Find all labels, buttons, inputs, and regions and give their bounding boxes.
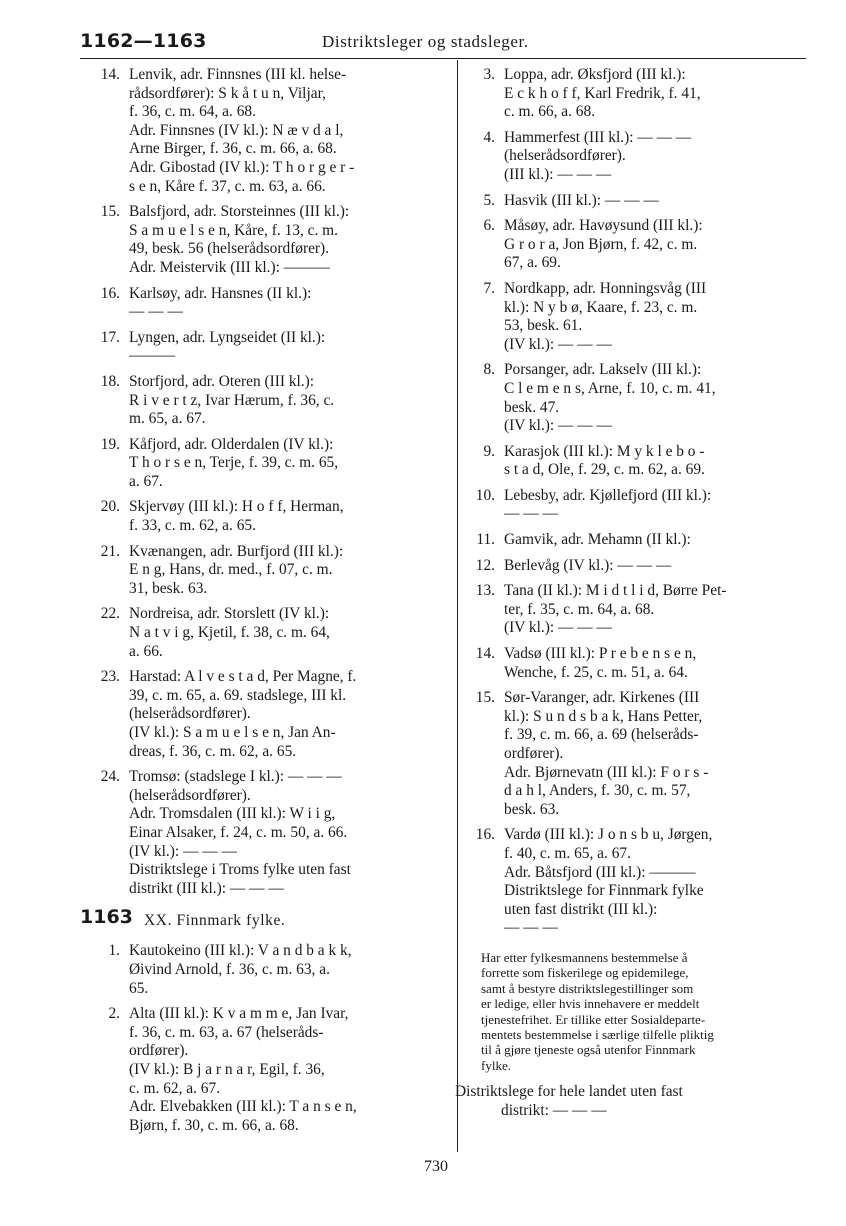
entry-line: Adr. Båtsfjord (III kl.): ——— xyxy=(504,863,696,881)
closing-entry xyxy=(455,1083,807,1120)
entry-line: Kåfjord, adr. Olderdalen (IV kl.): xyxy=(129,435,334,453)
entry-line: c. m. 62, a. 67. xyxy=(129,1079,221,1097)
entry-line: (IV kl.): — — — xyxy=(129,842,237,860)
entry-line: Nordkapp, adr. Honningsvåg (III xyxy=(504,279,707,297)
note-line: forrette som fiskerilege og epidemilege, xyxy=(481,965,689,981)
entry xyxy=(455,531,807,550)
entry-number: 10. xyxy=(475,486,495,504)
entry-line: (IV kl.): — — — xyxy=(504,335,612,353)
entry-number: 24. xyxy=(100,768,120,786)
entry-line: Einar Alsaker, f. 24, c. m. 50, a. 66. xyxy=(129,823,348,841)
entry-line: besk. 47. xyxy=(504,398,560,416)
entry-line: f. 36, c. m. 64, a. 68. xyxy=(129,103,256,121)
entry-line: s e n, Kåre f. 37, c. m. 63, a. 66. xyxy=(129,177,326,195)
entry-line: 53, besk. 61. xyxy=(504,317,583,335)
entry-line: Tromsø: (stadslege I kl.): — — — xyxy=(129,768,342,786)
entry xyxy=(455,192,807,211)
entry-line: 67, a. 69. xyxy=(504,254,561,272)
entry-number: 13. xyxy=(475,582,495,600)
entry-line: Kvænangen, adr. Burfjord (III kl.): xyxy=(129,542,344,560)
entry-line: N a t v i g, Kjetil, f. 38, c. m. 64, xyxy=(129,624,330,642)
entry-line: Adr. Meistervik (III kl.): ——— xyxy=(129,258,330,276)
entry-number: 4. xyxy=(483,128,495,146)
running-title: Distriktsleger og stadsleger. xyxy=(322,32,529,51)
entry-line: 31, besk. 63. xyxy=(129,579,208,597)
page-range-header: 1162—1163 xyxy=(80,30,207,52)
entry-line: Adr. Gibostad (IV kl.): T h o r g e r - xyxy=(129,158,355,176)
entry-line: G r o r a, Jon Bjørn, f. 42, c. m. xyxy=(504,235,698,253)
entry-line: ——— xyxy=(129,347,176,365)
entry-line: f. 39, c. m. 66, a. 69 (helseråds- xyxy=(504,726,699,744)
entry-number: 20. xyxy=(100,498,120,516)
entry-line: d a h l, Anders, f. 30, c. m. 57, xyxy=(504,782,691,800)
entry-line: Lenvik, adr. Finnsnes (III kl. helse- xyxy=(129,66,347,83)
entry-line: Storfjord, adr. Oteren (III kl.): xyxy=(129,372,315,390)
section-title: XX. Finnmark fylke. xyxy=(144,912,286,930)
left-entries-finnmark xyxy=(80,942,442,1135)
entry xyxy=(80,543,442,599)
entry-line: Bjørn, f. 30, c. m. 66, a. 68. xyxy=(129,1116,299,1134)
entry-line: Alta (III kl.): K v a m m e, Jan Ivar, xyxy=(129,1005,349,1023)
entry-line: kl.): N y b ø, Kaare, f. 23, c. m. xyxy=(504,298,698,316)
note-line: er ledige, eller hvis innehavere er meddelt xyxy=(481,996,700,1012)
entry-line: (IV kl.): — — — xyxy=(504,417,612,435)
entry-line: Loppa, adr. Øksfjord (III kl.): xyxy=(504,66,686,83)
right-column xyxy=(455,66,807,1127)
entry-line: — — — xyxy=(504,505,558,523)
entry-line: Sør-Varanger, adr. Kirkenes (III xyxy=(504,689,700,707)
entry-number: 17. xyxy=(100,328,120,346)
entry-number: 22. xyxy=(100,605,120,623)
entry-line: Distriktslege for Finnmark fylke xyxy=(504,882,704,900)
entry-number: 9. xyxy=(483,442,495,460)
entry-line: Distriktslege i Troms fylke uten fast xyxy=(129,861,351,879)
entry xyxy=(455,361,807,435)
entry-number: 5. xyxy=(483,191,495,209)
entry xyxy=(455,826,807,938)
entry xyxy=(80,605,442,661)
entry-number: 14. xyxy=(100,66,120,83)
entry-line: Vadsø (III kl.): P r e b e n s e n, xyxy=(504,645,697,663)
entry-line: Hasvik (III kl.): — — — xyxy=(504,191,659,209)
entry xyxy=(80,329,442,366)
entry-line: dreas, f. 36, c. m. 62, a. 65. xyxy=(129,742,297,760)
right-entries xyxy=(455,66,807,938)
entry-line: Karlsøy, adr. Hansnes (II kl.): xyxy=(129,284,312,302)
entry-line: a. 67. xyxy=(129,472,163,490)
entry-line: (helserådsordfører). xyxy=(504,147,626,165)
entry-number: 12. xyxy=(475,556,495,574)
entry-line: f. 33, c. m. 62, a. 65. xyxy=(129,517,256,535)
entry xyxy=(80,203,442,277)
entry-number: 19. xyxy=(100,435,120,453)
entry-line: 65. xyxy=(129,979,149,997)
note-line: til å gjøre tjeneste også utenfor Finnmark xyxy=(481,1042,696,1058)
entry-line: E n g, Hans, dr. med., f. 07, c. m. xyxy=(129,561,333,579)
left-entries xyxy=(80,66,442,898)
section-heading xyxy=(80,908,442,942)
note-line: mentets bestemmelse i særlige tilfelle pliktig xyxy=(481,1026,714,1042)
entry-line: s t a d, Ole, f. 29, c. m. 62, a. 69. xyxy=(504,461,705,479)
entry xyxy=(80,668,442,761)
entry-line: Porsanger, adr. Lakselv (III kl.): xyxy=(504,361,702,379)
entry-line: Hammerfest (III kl.): — — — xyxy=(504,128,692,146)
entry xyxy=(455,645,807,682)
entry-line: m. 65, a. 67. xyxy=(129,410,206,428)
entry-number: 16. xyxy=(100,284,120,302)
entry-line: rådsordfører): S k å t u n, Viljar, xyxy=(129,84,326,102)
entry-number: 2. xyxy=(108,1005,120,1023)
entry-number: 8. xyxy=(483,361,495,379)
entry xyxy=(80,498,442,535)
entry-number: 14. xyxy=(475,645,495,663)
note-line: samt å bestyre distriktslegestillinger som xyxy=(481,980,694,996)
note-line: fylke. xyxy=(481,1057,511,1073)
entry-line: 49, besk. 56 (helserådsordfører). xyxy=(129,240,330,258)
entry-line: Harstad: A l v e s t a d, Per Magne, f. xyxy=(129,668,357,686)
entry-line: c. m. 66, a. 68. xyxy=(504,103,596,121)
entry-number: 23. xyxy=(100,668,120,686)
entry-line: f. 40, c. m. 65, a. 67. xyxy=(504,844,631,862)
entry-number: 3. xyxy=(483,66,495,83)
entry-line: Adr. Tromsdalen (III kl.): W i i g, xyxy=(129,805,336,823)
entry xyxy=(80,436,442,492)
footnote-block xyxy=(481,950,805,1073)
entry-line: Adr. Finnsnes (IV kl.): N æ v d a l, xyxy=(129,121,344,139)
entry-line: besk. 63. xyxy=(504,800,560,818)
entry-line: Måsøy, adr. Havøysund (III kl.): xyxy=(504,217,703,235)
closing-line: distrikt: — — — xyxy=(501,1101,607,1119)
entry-line: Vardø (III kl.): J o n s b u, Jørgen, xyxy=(504,826,713,844)
entry-number: 15. xyxy=(475,689,495,707)
entry xyxy=(80,373,442,429)
entry xyxy=(455,582,807,638)
entry-line: (IV kl.): B j a r n a r, Egil, f. 36, xyxy=(129,1060,325,1078)
section-number: 1163 xyxy=(80,906,133,929)
entry xyxy=(80,942,442,998)
entry-line: Adr. Elvebakken (III kl.): T a n s e n, xyxy=(129,1098,357,1116)
entry-line: T h o r s e n, Terje, f. 39, c. m. 65, xyxy=(129,454,339,472)
entry xyxy=(80,768,442,898)
closing-line: Distriktslege for hele landet uten fast xyxy=(455,1083,683,1101)
entry xyxy=(455,280,807,354)
entry-line: — — — xyxy=(129,303,183,321)
entry-line: distrikt (III kl.): — — — xyxy=(129,879,284,897)
page-number: 730 xyxy=(424,1158,448,1175)
entry-line: R i v e r t z, Ivar Hærum, f. 36, c. xyxy=(129,391,335,409)
entry-line: Wenche, f. 25, c. m. 51, a. 64. xyxy=(504,663,688,681)
entry-line: uten fast distrikt (III kl.): xyxy=(504,900,658,918)
entry-line: Lebesby, adr. Kjøllefjord (III kl.): xyxy=(504,486,712,504)
entry-line: Skjervøy (III kl.): H o f f, Herman, xyxy=(129,498,344,516)
entry-number: 16. xyxy=(475,826,495,844)
entry-line: Adr. Bjørnevatn (III kl.): F o r s - xyxy=(504,763,709,781)
entry xyxy=(455,557,807,576)
entry-line: ordfører). xyxy=(129,1042,189,1060)
entry-line: Karasjok (III kl.): M y k l e b o - xyxy=(504,442,705,460)
entry xyxy=(455,487,807,524)
entry-number: 11. xyxy=(476,531,495,549)
entry-line: (IV kl.): — — — xyxy=(504,619,612,637)
entry-line: Øivind Arnold, f. 36, c. m. 63, a. xyxy=(129,960,330,978)
entry xyxy=(80,285,442,322)
entry-number: 7. xyxy=(483,279,495,297)
entry-line: — — — xyxy=(504,919,558,937)
entry xyxy=(455,66,807,122)
entry xyxy=(80,1005,442,1135)
entry-line: 39, c. m. 65, a. 69. stadslege, III kl. xyxy=(129,686,347,704)
entry-line: (helserådsordfører). xyxy=(129,705,251,723)
entry-line: ter, f. 35, c. m. 64, a. 68. xyxy=(504,600,655,618)
entry-line: (IV kl.): S a m u e l s e n, Jan An- xyxy=(129,724,336,741)
entry-number: 18. xyxy=(100,372,120,390)
entry xyxy=(455,217,807,273)
entry-line: Berlevåg (IV kl.): — — — xyxy=(504,556,672,574)
entry-line: ordfører). xyxy=(504,745,564,762)
entry-number: 15. xyxy=(100,203,120,221)
entry-number: 21. xyxy=(100,542,120,560)
entry-line: Kautokeino (III kl.): V a n d b a k k, xyxy=(129,942,352,960)
entry-number: 1. xyxy=(108,942,120,960)
entry-line: (III kl.): — — — xyxy=(504,165,612,183)
entry xyxy=(80,66,442,196)
entry-line: kl.): S u n d s b a k, Hans Petter, xyxy=(504,707,703,725)
entry-line: Lyngen, adr. Lyngseidet (II kl.): xyxy=(129,328,326,346)
entry xyxy=(455,689,807,819)
entry-line: f. 36, c. m. 63, a. 67 (helseråds- xyxy=(129,1023,324,1041)
left-column xyxy=(80,66,442,1142)
entry-number: 6. xyxy=(483,217,495,235)
entry-line: C l e m e n s, Arne, f. 10, c. m. 41, xyxy=(504,379,716,397)
entry-line: Arne Birger, f. 36, c. m. 66, a. 68. xyxy=(129,140,337,158)
entry xyxy=(455,129,807,185)
note-line: tjenestefrihet. Er tillike etter Sosialdeparte- xyxy=(481,1011,706,1027)
entry-line: S a m u e l s e n, Kåre, f. 13, c. m. xyxy=(129,221,339,239)
entry-line: Balsfjord, adr. Storsteinnes (III kl.): xyxy=(129,203,350,221)
entry-line: a. 66. xyxy=(129,642,163,660)
note-line: Har etter fylkesmannens bestemmelse å xyxy=(481,949,688,965)
entry xyxy=(455,443,807,480)
header-rule xyxy=(80,58,806,59)
entry-line: (helserådsordfører). xyxy=(129,786,251,804)
entry-line: Nordreisa, adr. Storslett (IV kl.): xyxy=(129,605,330,623)
entry-line: Gamvik, adr. Mehamn (II kl.): xyxy=(504,531,691,549)
entry-line: E c k h o f f, Karl Fredrik, f. 41, xyxy=(504,84,701,102)
entry-line: Tana (II kl.): M i d t l i d, Børre Pet- xyxy=(504,582,727,600)
